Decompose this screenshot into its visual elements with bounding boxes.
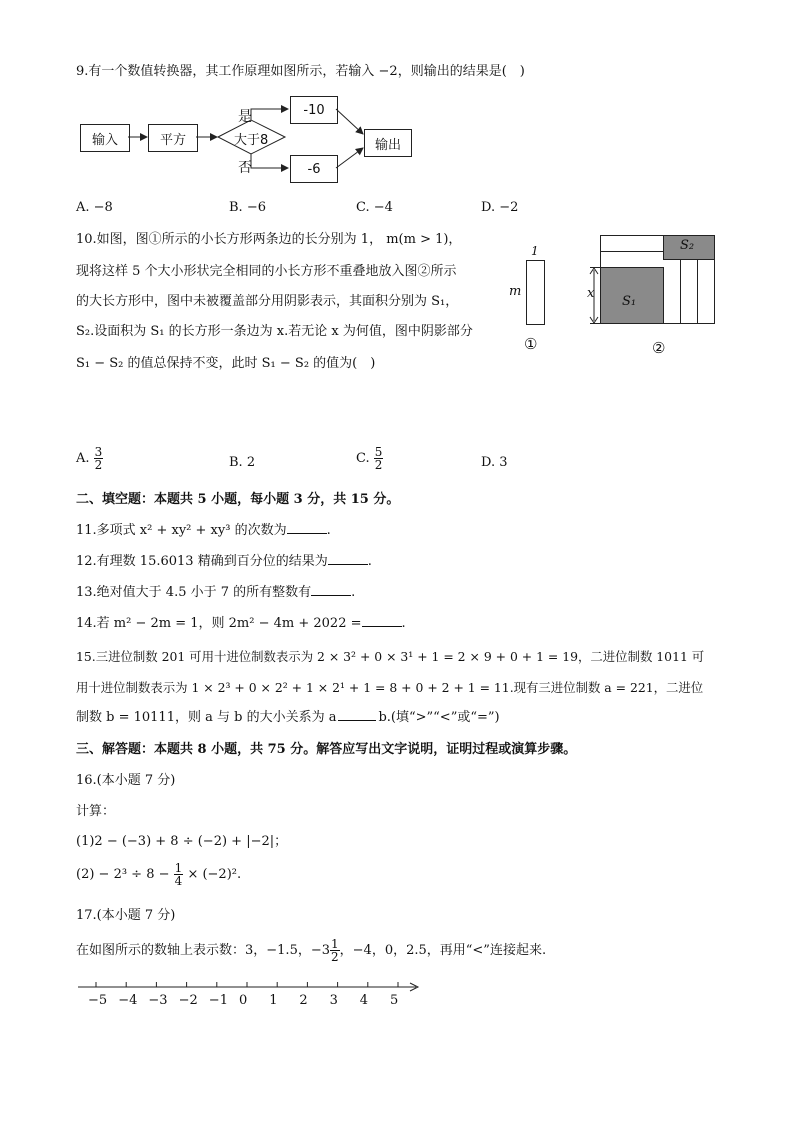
frac-den: 2 [374,458,383,472]
frac-den: 2 [331,950,339,964]
number-line-label: 2 [299,993,308,1008]
number-line-label: 5 [390,993,399,1008]
q16-part2-pre: (2) − 2³ ÷ 8 − [76,867,170,882]
q12-post: . [367,554,372,569]
fig1-small-rect [526,260,545,325]
q10-option-d: D. 3 [481,455,508,470]
frac-num: 5 [374,445,383,459]
section2-heading: 二、填空题：本题共 5 小题，每小题 3 分，共 15 分。 [76,492,400,507]
q16-header: 16.(本小题 7 分) [76,773,176,788]
q13 [76,583,355,603]
frac-den: 4 [174,874,183,888]
q14-answer-blank[interactable] [362,614,402,627]
q10-option-c [356,446,383,471]
q10-line3: 的大长方形中，图中未被覆盖部分用阴影表示，其面积分别为 S₁， [76,294,459,309]
fig1-label-m: m [509,284,522,299]
frac-num: 1 [331,937,339,951]
number-line-label: −3 [148,993,168,1008]
q10-option-b: B. 2 [229,455,256,470]
q12-answer-blank[interactable] [328,552,368,565]
fig2-label-x: x [587,286,595,301]
fig2-caption: ② [652,339,666,357]
q14-text: 14.若 m² − 2m = 1，则 2m² − 4m + 2022 = [76,616,362,631]
q15-line3-text: 制数 b = 10111，则 a 与 b 的大小关系为 a [76,710,337,725]
section3-heading: 三、解答题：本题共 8 小题，共 75 分。解答应写出文字说明，证明过程或演算步骤。 [76,742,577,757]
flow-no-value-box: -6 [290,155,338,183]
q16-part2-fraction [174,862,184,887]
q14-post: . [401,616,406,631]
number-line-label: −1 [208,993,228,1008]
q10-option-c-fraction [374,446,384,471]
q15-line1: 15.三进位制数 201 可用十进位制数表示为 2 × 3² + 0 × 3¹ + 1 = 2 × 9 + 0 + 1 = 19，二进位制数 1011 可 [76,649,705,664]
flow-condition-label: 大于8 [234,133,269,148]
q15-line2: 用十进位制数表示为 1 × 2³ + 0 × 2² + 1 × 2¹ + 1 = 8 + 0 + 2 + 1 = 11.现有三进位制数 a = 221，二进位 [76,680,704,695]
q12-text: 12.有理数 15.6013 精确到百分位的结果为 [76,554,328,569]
number-line-label: 3 [329,993,338,1008]
q15-line3 [76,708,500,728]
fig1-caption: ① [524,335,538,353]
fig2-label-s1: S₁ [622,294,637,309]
number-line-label: 4 [359,993,369,1008]
flow-yes-label: 是 [238,109,252,125]
q13-answer-blank[interactable] [311,583,351,596]
q10-option-c-prefix: C. [356,451,370,466]
q15-line3-post: b.(填“>”“<”或“=”) [378,710,500,725]
q9-option-d: D. −2 [481,200,519,215]
number-line-axis [70,975,430,995]
q16-part2-post: × (−2)². [187,867,242,882]
frac-num: 1 [174,861,183,875]
q12 [76,552,372,572]
q16-prompt: 计算： [76,804,116,819]
q10-line1: 10.如图，图①所示的小长方形两条边的长分别为 1， m(m > 1)， [76,232,462,247]
q17-text [76,936,546,966]
number-line-label: 0 [239,993,248,1008]
q15-answer-blank[interactable] [338,708,376,721]
q10-line4: S₂.设面积为 S₁ 的长方形一条边为 x.若无论 x 为何值，图中阴影部分 [76,324,473,339]
q17-text-pre: 在如图所示的数轴上表示数：3，−1.5，−3 [76,943,331,958]
q10-option-a-fraction [94,446,104,471]
number-line-label: −2 [178,993,198,1008]
q13-text: 13.绝对值大于 4.5 小于 7 的所有整数有 [76,585,312,600]
q16-part2 [76,860,241,890]
q17-mixed-fraction [330,938,340,963]
frac-den: 2 [94,458,103,472]
flow-no-label: 否 [238,160,252,176]
flow-yes-value-box: -10 [290,96,338,124]
q11-post: . [326,523,331,538]
q9-option-a: A. −8 [76,200,113,215]
number-line-label: 1 [269,993,278,1008]
fig1-label-1: 1 [531,244,539,258]
q13-post: . [351,585,356,600]
q9-text: 9.有一个数值转换器，其工作原理如图所示，若输入 −2，则输出的结果是( ) [76,64,525,79]
q11-text: 11.多项式 x² + xy² + xy³ 的次数为 [76,523,287,538]
q16-part1: (1)2 − (−3) + 8 ÷ (−2) + |−2|； [76,834,288,849]
q17-header: 17.(本小题 7 分) [76,908,176,923]
frac-num: 3 [94,445,103,459]
flow-connectors [0,0,794,200]
q11 [76,521,331,541]
flow-square-box: 平方 [148,124,198,152]
fig2-diagram [570,230,720,330]
number-line-label: −5 [88,993,108,1008]
fig2-label-s2: S₂ [680,238,695,253]
flow-output-box: 输出 [364,129,412,157]
q10-option-a [76,446,103,471]
q10-line2: 现将这样 5 个大小形状完全相同的小长方形不重叠地放入图②所示 [76,264,457,279]
number-line-label: −4 [118,993,138,1008]
q10-option-a-prefix: A. [76,451,90,466]
q9-option-b: B. −6 [229,200,266,215]
q11-answer-blank[interactable] [287,521,327,534]
q10-line5: S₁ − S₂ 的值总保持不变，此时 S₁ − S₂ 的值为( ) [76,356,376,371]
flow-input-box: 输入 [80,124,130,152]
q17-text-post: ，−4，0，2.5，再用“<”连接起来. [339,943,547,958]
q9-option-c: C. −4 [356,200,393,215]
q14 [76,614,406,634]
